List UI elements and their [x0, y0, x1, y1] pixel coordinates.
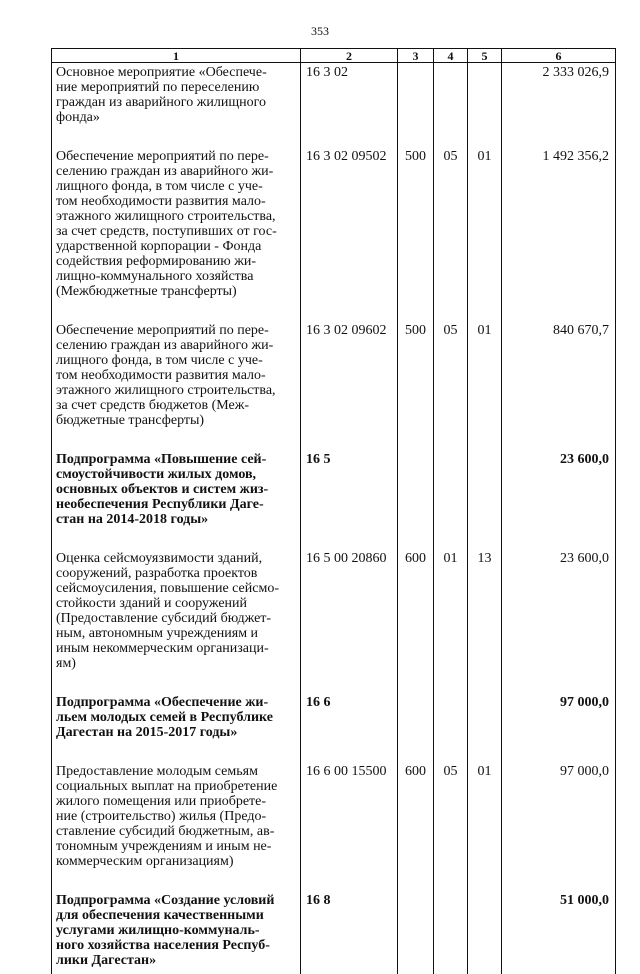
- table-body: [52, 63, 616, 974]
- row-name: Оценка сейсмоуязвимости зданий, сооружений, разработка проектов сейсмоусиления, повышение сейсмо- стойкости зданий и сооружений (Предоставление субсидий бюджет- ным, автономным учреждениям и иным некоммерческим организаци- ям): [52, 529, 301, 673]
- row-subsection: 01: [468, 127, 502, 301]
- row-subsection: [468, 63, 502, 128]
- row-amount: 2 333 026,9: [502, 63, 616, 128]
- row-code: 16 6 00 15500: [301, 742, 398, 871]
- row-section: 05: [434, 127, 468, 301]
- row-section: [434, 871, 468, 970]
- filler-cell: [434, 970, 468, 974]
- filler-cell: [502, 970, 616, 974]
- row-amount: 97 000,0: [502, 742, 616, 871]
- filler-cell: [301, 970, 398, 974]
- row-amount: 97 000,0: [502, 673, 616, 742]
- table-row: [52, 871, 616, 970]
- row-section: [434, 673, 468, 742]
- row-subsection: [468, 430, 502, 529]
- row-code: 16 8: [301, 871, 398, 970]
- row-name: Обеспечение мероприятий по пере- селению граждан из аварийного жи- лищного фонда, в том числе с уче- том необходимости развития мало- этажного жилищного строительства, за счет средств, поступивших от гос- ударственной корпорации - Фонда содействия реформированию жи- лищно-коммунального хозяйства (Межбюджетные трансферты): [52, 127, 301, 301]
- col-header-name: 1: [52, 49, 301, 63]
- row-code: 16 3 02 09602: [301, 301, 398, 430]
- row-code: 16 5: [301, 430, 398, 529]
- table-row: [52, 529, 616, 673]
- row-expense-type: 600: [398, 529, 434, 673]
- row-subsection: 01: [468, 742, 502, 871]
- col-header-expense-type: 3: [398, 49, 434, 63]
- row-expense-type: [398, 871, 434, 970]
- table-filler-row: [52, 970, 616, 974]
- col-header-amount: 6: [502, 49, 616, 63]
- filler-cell: [52, 970, 301, 974]
- row-expense-type: 600: [398, 742, 434, 871]
- row-amount: 840 670,7: [502, 301, 616, 430]
- row-expense-type: 500: [398, 127, 434, 301]
- row-amount: 51 000,0: [502, 871, 616, 970]
- row-name: Подпрограмма «Повышение сей- смоустойчивости жилых домов, основных объектов и систем жиз- необеспечения Республики Даге- стан на 2014-2018 годы»: [52, 430, 301, 529]
- table-row: [52, 127, 616, 301]
- row-name: Подпрограмма «Обеспечение жи- льем молодых семей в Республике Дагестан на 2015-2017 годы»: [52, 673, 301, 742]
- row-name: Подпрограмма «Создание условий для обеспечения качественными услугами жилищно-коммуналь- ного хозяйства населения Респуб- лики Дагестан»: [52, 871, 301, 970]
- row-amount: 23 600,0: [502, 430, 616, 529]
- row-expense-type: [398, 430, 434, 529]
- table-row: [52, 301, 616, 430]
- row-code: 16 5 00 20860: [301, 529, 398, 673]
- table-row: [52, 742, 616, 871]
- row-name: Предоставление молодым семьям социальных выплат на приобретение жилого помещения или приобрете- ние (строительство) жилья (Предо- ставление субсидий бюджетным, ав- тономным учреждениям и иным не- коммерческим организациям): [52, 742, 301, 871]
- row-subsection: [468, 673, 502, 742]
- header-row: [52, 49, 616, 63]
- row-subsection: 13: [468, 529, 502, 673]
- row-subsection: 01: [468, 301, 502, 430]
- col-header-section: 4: [434, 49, 468, 63]
- row-section: [434, 63, 468, 128]
- row-code: 16 3 02: [301, 63, 398, 128]
- table-row: [52, 430, 616, 529]
- table-row: [52, 673, 616, 742]
- row-code: 16 6: [301, 673, 398, 742]
- row-code: 16 3 02 09502: [301, 127, 398, 301]
- row-name: Основное мероприятие «Обеспече- ние мероприятий по переселению граждан из аварийного жилищного фонда»: [52, 63, 301, 128]
- row-amount: 23 600,0: [502, 529, 616, 673]
- row-section: 01: [434, 529, 468, 673]
- table-row: [52, 63, 616, 128]
- filler-cell: [398, 970, 434, 974]
- row-section: 05: [434, 301, 468, 430]
- row-expense-type: [398, 63, 434, 128]
- row-section: [434, 430, 468, 529]
- row-amount: 1 492 356,2: [502, 127, 616, 301]
- row-name: Обеспечение мероприятий по пере- селению граждан из аварийного жи- лищного фонда, в том числе с уче- том необходимости развития мало- этажного жилищного строительства, за счет средств бюджетов (Меж- бюджетные трансферты): [52, 301, 301, 430]
- filler-cell: [468, 970, 502, 974]
- row-section: 05: [434, 742, 468, 871]
- budget-table: [51, 48, 616, 974]
- row-subsection: [468, 871, 502, 970]
- row-expense-type: [398, 673, 434, 742]
- col-header-code: 2: [301, 49, 398, 63]
- page-number: 353: [0, 24, 640, 39]
- col-header-subsection: 5: [468, 49, 502, 63]
- row-expense-type: 500: [398, 301, 434, 430]
